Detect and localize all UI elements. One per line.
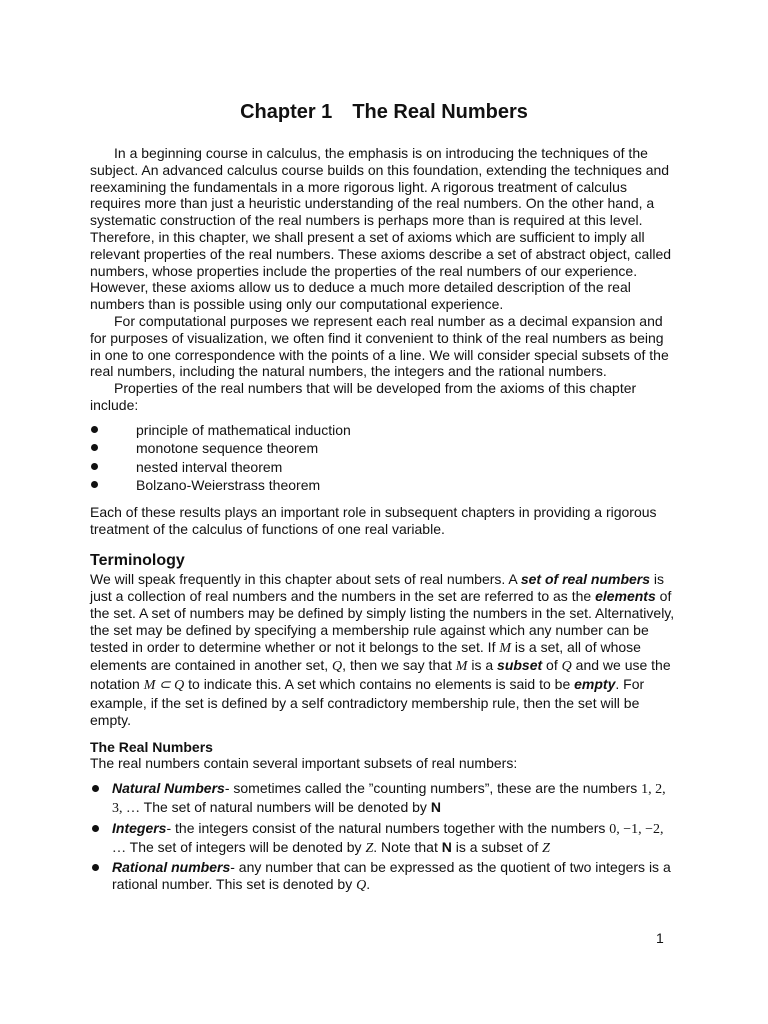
bullet-icon	[92, 825, 99, 832]
list-item: monotone sequence theorem	[90, 440, 678, 459]
properties-list	[90, 422, 678, 496]
list-item: principle of mathematical induction	[90, 422, 678, 441]
page-number: 1	[656, 930, 664, 946]
term-set-of-real-numbers: set of real numbers	[520, 571, 651, 588]
term-empty: empty	[574, 676, 616, 693]
real-numbers-intro: The real numbers contain several important subsets of real numbers:	[90, 755, 518, 772]
bullet-icon	[91, 481, 98, 488]
bullet-icon	[92, 864, 99, 871]
list-item-natural-numbers: Natural Numbers- sometimes called the ”counting numbers”, these are the numbers 1, 2, 3, … The set of natural numbers will be denoted by N	[90, 780, 678, 818]
chapter-number: Chapter 1	[240, 101, 333, 123]
terminology-heading: Terminology	[90, 552, 185, 570]
subset-notation: M ⊂ Q	[143, 678, 185, 694]
list-item-integers: Integers- the integers consist of the natural numbers together with the numbers 0, −1, −2, … The set of integers will be denoted by Z. Note that N is a subset of Z	[90, 820, 678, 858]
bullet-icon	[91, 463, 98, 470]
terminology-paragraph: We will speak frequently in this chapter about sets of real numbers. A set of real numbers is just a collection of real numbers and the numbers in the set are referred to as the elements of the set. A set of numbers may be defined by simply listing the numbers in the set. Alternatively, the set may be defined by specifying a membership rule against which any number can be tested in order to determine whether or not it belongs to the set. If M is a set, all of whose elements are contained in another set, Q, then we say that M is a subset of Q and we use the notation M ⊂ Q to indicate this. A set which contains no elements is said to be empty. For example, if the set is defined by a self contradictory membership rule, then the set will be empty.	[90, 571, 675, 728]
list-item-rational-numbers: Rational numbers- any number that can be expressed as the quotient of two integers is a rational number. This set is denoted by Q.	[90, 859, 678, 895]
term-subset: subset	[497, 657, 543, 674]
chapter-body	[90, 145, 678, 897]
bullet-icon	[92, 785, 99, 792]
list-item: nested interval theorem	[90, 459, 678, 478]
subsets-list	[90, 780, 678, 895]
term-elements: elements	[595, 588, 656, 605]
chapter-name: The Real Numbers	[352, 101, 528, 123]
intro-paragraph-1: In a beginning course in calculus, the emphasis is on introducing the techniques of the subject. An advanced calculus course builds on this foundation, extending the techniques and reexamining the fundamentals in a more rigorous light. A rigorous treatment of calculus requires more than just a heuristic understanding of the real numbers. On the other hand, a systematic construction of the real numbers is perhaps more than is required at this level. Therefore, in this chapter, we shall present a set of axioms which are sufficient to imply all relevant properties of the real numbers. These axioms describe a set of abstract object, called numbers, whose properties include the properties of the real numbers of our experience. However, these axioms allow us to deduce a much more detailed description of the real numbers than is possible using only our computational experience.	[90, 145, 672, 313]
real-numbers-heading: The Real Numbers	[90, 738, 213, 755]
list-item: Bolzano-Weierstrass theorem	[90, 477, 678, 496]
intro-paragraph-3: Properties of the real numbers that will be developed from the axioms of this chapter include:	[90, 380, 637, 413]
intro-paragraph-4: Each of these results plays an important role in subsequent chapters in providing a rigorous treatment of the calculus of functions of one real variable.	[90, 503, 657, 537]
chapter-title	[90, 100, 678, 124]
bullet-icon	[91, 444, 98, 451]
intro-paragraph-2: For computational purposes we represent each real number as a decimal expansion and for purposes of visualization, we often find it convenient to think of the real numbers as being in one to one correspondence with the points of a line. We will consider special subsets of the real numbers, including the natural numbers, the integers and the rational numbers.	[90, 312, 669, 380]
bullet-icon	[91, 426, 98, 433]
